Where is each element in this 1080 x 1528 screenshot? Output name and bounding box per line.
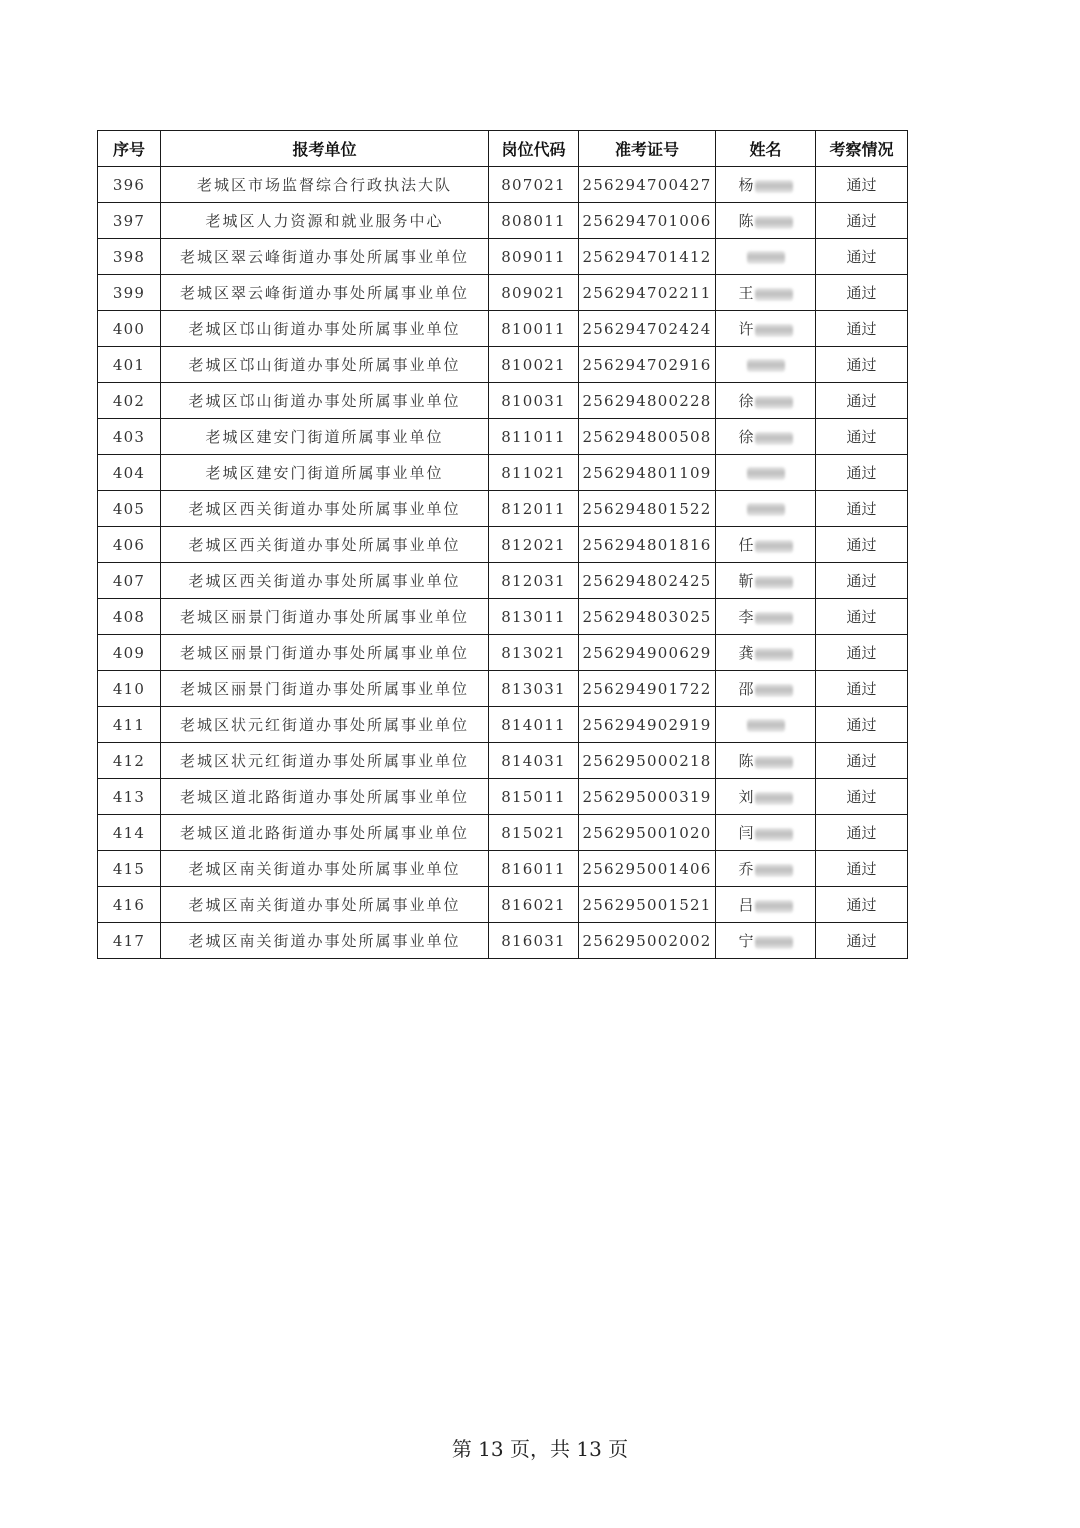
- surname-text: 陈: [738, 752, 754, 770]
- position-code-cell: 813011: [489, 599, 579, 635]
- admission-ticket-cell: 256295001406: [579, 851, 716, 887]
- name-cell: [716, 419, 816, 455]
- surname-text: 李: [738, 608, 754, 626]
- position-code-cell: 812021: [489, 527, 579, 563]
- serial-number-cell: 404: [98, 455, 161, 491]
- serial-number-cell: 400: [98, 311, 161, 347]
- table-row: [98, 383, 908, 419]
- surname-text: 徐: [738, 428, 754, 446]
- inspection-result-cell: 通过: [816, 779, 908, 815]
- redacted-name-blur: [755, 612, 793, 625]
- applied-unit-cell: 老城区市场监督综合行政执法大队: [161, 167, 489, 203]
- inspection-result-cell: 通过: [816, 311, 908, 347]
- inspection-result-cell: 通过: [816, 203, 908, 239]
- redacted-name-blur: [755, 540, 793, 553]
- serial-number-cell: 411: [98, 707, 161, 743]
- applied-unit-cell: 老城区西关街道办事处所属事业单位: [161, 527, 489, 563]
- redacted-name-blur: [747, 359, 785, 372]
- table-row: [98, 167, 908, 203]
- redacted-name-blur: [755, 684, 793, 697]
- table-row: [98, 563, 908, 599]
- inspection-result-cell: 通过: [816, 815, 908, 851]
- admission-ticket-cell: 256294700427: [579, 167, 716, 203]
- position-code-cell: 812031: [489, 563, 579, 599]
- table-row: [98, 491, 908, 527]
- table-row: [98, 779, 908, 815]
- surname-text: 吕: [738, 896, 754, 914]
- surname-text: 刘: [738, 788, 754, 806]
- admission-ticket-cell: 256294900629: [579, 635, 716, 671]
- table-row: [98, 203, 908, 239]
- surname-text: 闫: [738, 824, 754, 842]
- table-row: [98, 275, 908, 311]
- table-row: [98, 239, 908, 275]
- applied-unit-cell: 老城区西关街道办事处所属事业单位: [161, 491, 489, 527]
- redacted-name-blur: [747, 719, 785, 732]
- applied-unit-cell: 老城区人力资源和就业服务中心: [161, 203, 489, 239]
- position-code-cell: 812011: [489, 491, 579, 527]
- serial-number-cell: 398: [98, 239, 161, 275]
- serial-number-cell: 399: [98, 275, 161, 311]
- position-code-cell: 814031: [489, 743, 579, 779]
- position-code-cell: 810011: [489, 311, 579, 347]
- admission-ticket-cell: 256295000319: [579, 779, 716, 815]
- position-code-cell: 811011: [489, 419, 579, 455]
- name-cell: [716, 887, 816, 923]
- admission-ticket-cell: 256295001521: [579, 887, 716, 923]
- admission-ticket-cell: 256294901722: [579, 671, 716, 707]
- serial-number-cell: 403: [98, 419, 161, 455]
- table-row: [98, 635, 908, 671]
- admission-ticket-cell: 256294702916: [579, 347, 716, 383]
- name-cell: [716, 815, 816, 851]
- name-cell: [716, 167, 816, 203]
- header-row: [98, 131, 908, 167]
- admission-ticket-cell: 256294702211: [579, 275, 716, 311]
- admission-ticket-cell: 256294800508: [579, 419, 716, 455]
- name-cell: [716, 347, 816, 383]
- table-row: [98, 455, 908, 491]
- inspection-result-cell: 通过: [816, 491, 908, 527]
- serial-number-cell: 413: [98, 779, 161, 815]
- admission-ticket-cell: 256294803025: [579, 599, 716, 635]
- name-cell: [716, 707, 816, 743]
- table-body: [98, 167, 908, 959]
- position-code-cell: 816011: [489, 851, 579, 887]
- serial-number-cell: 416: [98, 887, 161, 923]
- serial-number-cell: 407: [98, 563, 161, 599]
- admission-ticket-cell: 256294701412: [579, 239, 716, 275]
- redacted-name-blur: [755, 756, 793, 769]
- applied-unit-cell: 老城区状元红街道办事处所属事业单位: [161, 743, 489, 779]
- position-code-cell: 809011: [489, 239, 579, 275]
- applied-unit-cell: 老城区道北路街道办事处所属事业单位: [161, 779, 489, 815]
- name-cell: [716, 851, 816, 887]
- name-cell: [716, 491, 816, 527]
- inspection-result-cell: 通过: [816, 527, 908, 563]
- admission-ticket-cell: 256295001020: [579, 815, 716, 851]
- header-applied-unit: 报考单位: [161, 131, 489, 167]
- redacted-name-blur: [755, 864, 793, 877]
- applied-unit-cell: 老城区翠云峰街道办事处所属事业单位: [161, 239, 489, 275]
- applied-unit-cell: 老城区邙山街道办事处所属事业单位: [161, 383, 489, 419]
- applied-unit-cell: 老城区翠云峰街道办事处所属事业单位: [161, 275, 489, 311]
- table-row: [98, 527, 908, 563]
- serial-number-cell: 415: [98, 851, 161, 887]
- admission-ticket-cell: 256294902919: [579, 707, 716, 743]
- table-row: [98, 815, 908, 851]
- surname-text: 邵: [738, 680, 754, 698]
- applied-unit-cell: 老城区南关街道办事处所属事业单位: [161, 887, 489, 923]
- table-row: [98, 599, 908, 635]
- redacted-name-blur: [755, 396, 793, 409]
- serial-number-cell: 414: [98, 815, 161, 851]
- inspection-result-cell: 通过: [816, 887, 908, 923]
- table-row: [98, 923, 908, 959]
- inspection-result-cell: 通过: [816, 419, 908, 455]
- serial-number-cell: 410: [98, 671, 161, 707]
- name-cell: [716, 671, 816, 707]
- serial-number-cell: 396: [98, 167, 161, 203]
- position-code-cell: 810031: [489, 383, 579, 419]
- applied-unit-cell: 老城区丽景门街道办事处所属事业单位: [161, 635, 489, 671]
- name-cell: [716, 239, 816, 275]
- applied-unit-cell: 老城区邙山街道办事处所属事业单位: [161, 347, 489, 383]
- applied-unit-cell: 老城区丽景门街道办事处所属事业单位: [161, 671, 489, 707]
- header-position-code: 岗位代码: [489, 131, 579, 167]
- serial-number-cell: 409: [98, 635, 161, 671]
- inspection-result-cell: 通过: [816, 455, 908, 491]
- surname-text: 徐: [738, 392, 754, 410]
- inspection-result-cell: 通过: [816, 671, 908, 707]
- applied-unit-cell: 老城区建安门街道所属事业单位: [161, 455, 489, 491]
- applied-unit-cell: 老城区西关街道办事处所属事业单位: [161, 563, 489, 599]
- table-row: [98, 851, 908, 887]
- position-code-cell: 811021: [489, 455, 579, 491]
- name-cell: [716, 599, 816, 635]
- name-cell: [716, 203, 816, 239]
- redacted-name-blur: [755, 900, 793, 913]
- inspection-result-cell: 通过: [816, 275, 908, 311]
- name-cell: [716, 635, 816, 671]
- table-row: [98, 743, 908, 779]
- serial-number-cell: 408: [98, 599, 161, 635]
- serial-number-cell: 402: [98, 383, 161, 419]
- applied-unit-cell: 老城区南关街道办事处所属事业单位: [161, 851, 489, 887]
- table-row: [98, 419, 908, 455]
- admission-ticket-cell: 256294701006: [579, 203, 716, 239]
- name-cell: [716, 743, 816, 779]
- applied-unit-cell: 老城区丽景门街道办事处所属事业单位: [161, 599, 489, 635]
- inspection-result-cell: 通过: [816, 239, 908, 275]
- redacted-name-blur: [755, 648, 793, 661]
- redacted-name-blur: [755, 324, 793, 337]
- surname-text: 王: [738, 284, 754, 302]
- position-code-cell: 816021: [489, 887, 579, 923]
- admission-ticket-cell: 256295002002: [579, 923, 716, 959]
- name-cell: [716, 779, 816, 815]
- serial-number-cell: 412: [98, 743, 161, 779]
- surname-text: 杨: [738, 176, 754, 194]
- redacted-name-blur: [755, 180, 793, 193]
- inspection-result-cell: 通过: [816, 167, 908, 203]
- inspection-result-cell: 通过: [816, 563, 908, 599]
- table-row: [98, 707, 908, 743]
- position-code-cell: 807021: [489, 167, 579, 203]
- redacted-name-blur: [747, 503, 785, 516]
- table-header: [98, 131, 908, 167]
- header-serial-number: 序号: [98, 131, 161, 167]
- redacted-name-blur: [755, 792, 793, 805]
- name-cell: [716, 383, 816, 419]
- name-cell: [716, 311, 816, 347]
- name-cell: [716, 527, 816, 563]
- header-admission-ticket: 准考证号: [579, 131, 716, 167]
- applied-unit-cell: 老城区状元红街道办事处所属事业单位: [161, 707, 489, 743]
- inspection-result-cell: 通过: [816, 347, 908, 383]
- redacted-name-blur: [755, 432, 793, 445]
- position-code-cell: 813021: [489, 635, 579, 671]
- redacted-name-blur: [755, 936, 793, 949]
- inspection-result-cell: 通过: [816, 743, 908, 779]
- admission-ticket-cell: 256294800228: [579, 383, 716, 419]
- name-cell: [716, 923, 816, 959]
- admission-ticket-cell: 256294702424: [579, 311, 716, 347]
- admission-ticket-cell: 256294802425: [579, 563, 716, 599]
- surname-text: 陈: [738, 212, 754, 230]
- serial-number-cell: 401: [98, 347, 161, 383]
- header-name: 姓名: [716, 131, 816, 167]
- inspection-result-cell: 通过: [816, 851, 908, 887]
- position-code-cell: 808011: [489, 203, 579, 239]
- position-code-cell: 813031: [489, 671, 579, 707]
- applied-unit-cell: 老城区邙山街道办事处所属事业单位: [161, 311, 489, 347]
- serial-number-cell: 397: [98, 203, 161, 239]
- position-code-cell: 814011: [489, 707, 579, 743]
- table-row: [98, 347, 908, 383]
- serial-number-cell: 406: [98, 527, 161, 563]
- admission-ticket-cell: 256294801816: [579, 527, 716, 563]
- table-row: [98, 671, 908, 707]
- surname-text: 靳: [738, 572, 754, 590]
- inspection-result-cell: 通过: [816, 707, 908, 743]
- inspection-result-cell: 通过: [816, 923, 908, 959]
- admission-ticket-cell: 256294801109: [579, 455, 716, 491]
- table-row: [98, 887, 908, 923]
- results-table: [97, 130, 908, 959]
- header-inspection-result: 考察情况: [816, 131, 908, 167]
- redacted-name-blur: [747, 251, 785, 264]
- inspection-result-cell: 通过: [816, 383, 908, 419]
- position-code-cell: 810021: [489, 347, 579, 383]
- inspection-result-cell: 通过: [816, 599, 908, 635]
- redacted-name-blur: [747, 467, 785, 480]
- redacted-name-blur: [755, 288, 793, 301]
- serial-number-cell: 417: [98, 923, 161, 959]
- surname-text: 任: [738, 536, 754, 554]
- surname-text: 乔: [738, 860, 754, 878]
- applied-unit-cell: 老城区道北路街道办事处所属事业单位: [161, 815, 489, 851]
- redacted-name-blur: [755, 216, 793, 229]
- admission-ticket-cell: 256294801522: [579, 491, 716, 527]
- surname-text: 宁: [738, 932, 754, 950]
- position-code-cell: 815021: [489, 815, 579, 851]
- applied-unit-cell: 老城区建安门街道所属事业单位: [161, 419, 489, 455]
- redacted-name-blur: [755, 576, 793, 589]
- position-code-cell: 809021: [489, 275, 579, 311]
- name-cell: [716, 275, 816, 311]
- name-cell: [716, 563, 816, 599]
- inspection-result-cell: 通过: [816, 635, 908, 671]
- name-cell: [716, 455, 816, 491]
- serial-number-cell: 405: [98, 491, 161, 527]
- position-code-cell: 815011: [489, 779, 579, 815]
- surname-text: 许: [738, 320, 754, 338]
- surname-text: 龚: [738, 644, 754, 662]
- page-footer: 第 13 页，共 13 页: [451, 1437, 629, 1461]
- applied-unit-cell: 老城区南关街道办事处所属事业单位: [161, 923, 489, 959]
- admission-ticket-cell: 256295000218: [579, 743, 716, 779]
- table-row: [98, 311, 908, 347]
- redacted-name-blur: [755, 828, 793, 841]
- position-code-cell: 816031: [489, 923, 579, 959]
